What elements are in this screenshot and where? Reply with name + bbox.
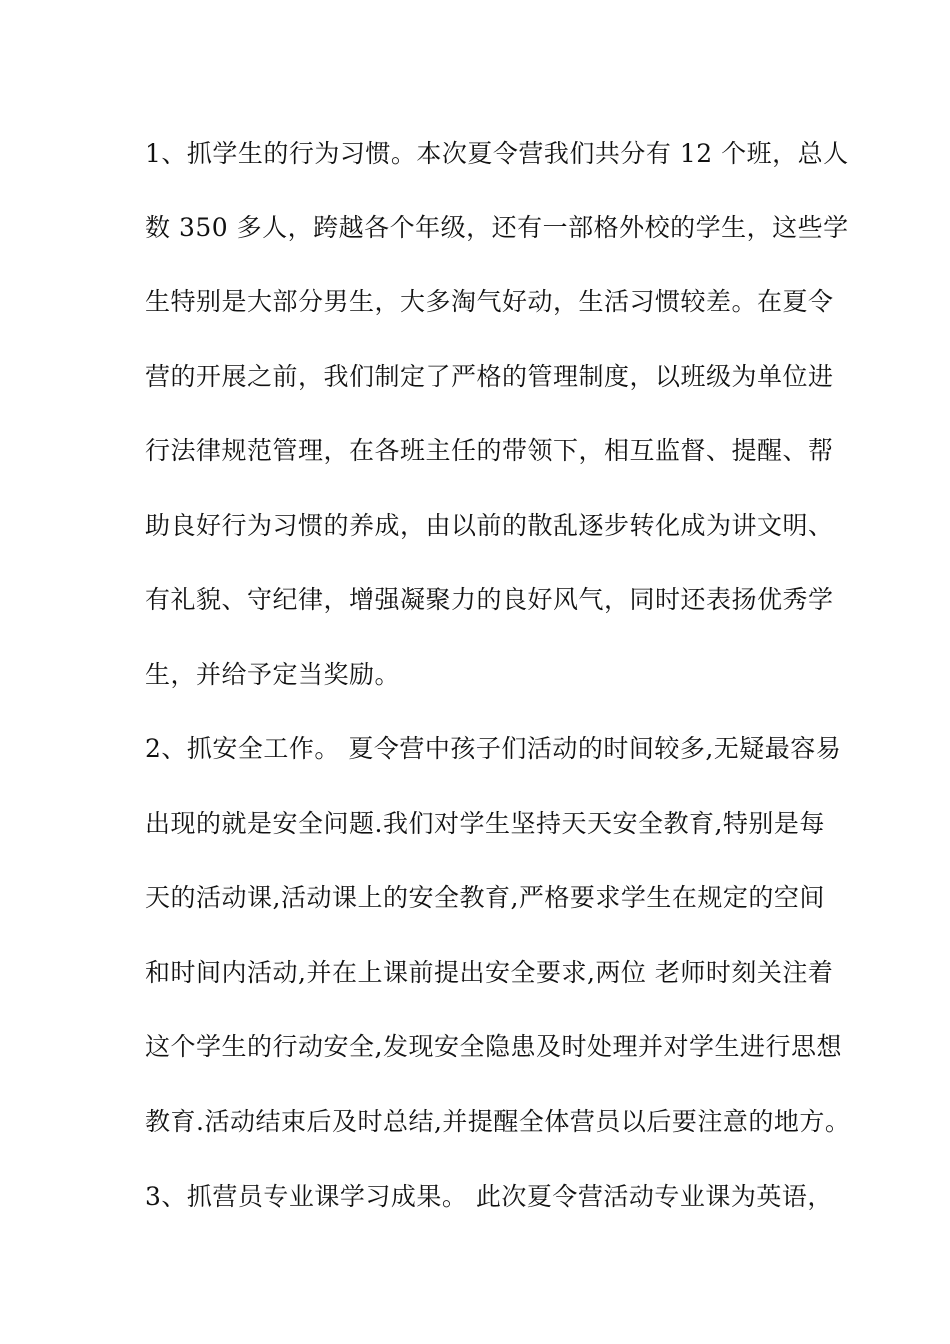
paragraph-1-line-1: 1、抓学生的行为习惯。本次夏令营我们共分有 12 个班，总人 — [145, 139, 849, 168]
paragraph-1-line-8: 生，并给予定当奖励。 — [145, 660, 401, 689]
paragraph-3-line-1: 3、抓营员专业课学习成果。 此次夏令营活动专业课为英语， — [145, 1182, 833, 1211]
paragraph-1-line-3: 生特别是大部分男生，大多淘气好动，生活习惯较差。在夏令 — [145, 287, 834, 316]
paragraph-2-line-1: 2、抓安全工作。 夏令营中孩子们活动的时间较多,无疑最容易 — [145, 734, 842, 763]
paragraph-1-line-2: 数 350 多人，跨越各个年级，还有一部格外校的学生，这些学 — [145, 213, 849, 242]
paragraph-2-line-5: 这个学生的行动安全,发现安全隐患及时处理并对学生进行思想 — [145, 1032, 842, 1061]
paragraph-1-line-6: 助良好行为习惯的养成，由以前的散乱逐步转化成为讲文明、 — [145, 511, 834, 540]
paragraph-2-line-2: 出现的就是安全问题.我们对学生坚持天天安全教育,特别是每 — [145, 809, 825, 838]
paragraph-1-line-4: 营的开展之前，我们制定了严格的管理制度，以班级为单位进 — [145, 362, 834, 391]
paragraph-2-line-3: 天的活动课,活动课上的安全教育,严格要求学生在规定的空间 — [145, 883, 825, 912]
paragraph-2-line-6: 教育.活动结束后及时总结,并提醒全体营员以后要注意的地方。 — [145, 1107, 851, 1136]
paragraph-2-line-4: 和时间内活动,并在上课前提出安全要求,两位 老师时刻关注着 — [145, 958, 834, 987]
paragraph-1-line-5: 行法律规范管理，在各班主任的带领下，相互监督、提醒、帮 — [145, 436, 834, 465]
paragraph-1-line-7: 有礼貌、守纪律，增强凝聚力的良好风气，同时还表扬优秀学 — [145, 585, 834, 614]
